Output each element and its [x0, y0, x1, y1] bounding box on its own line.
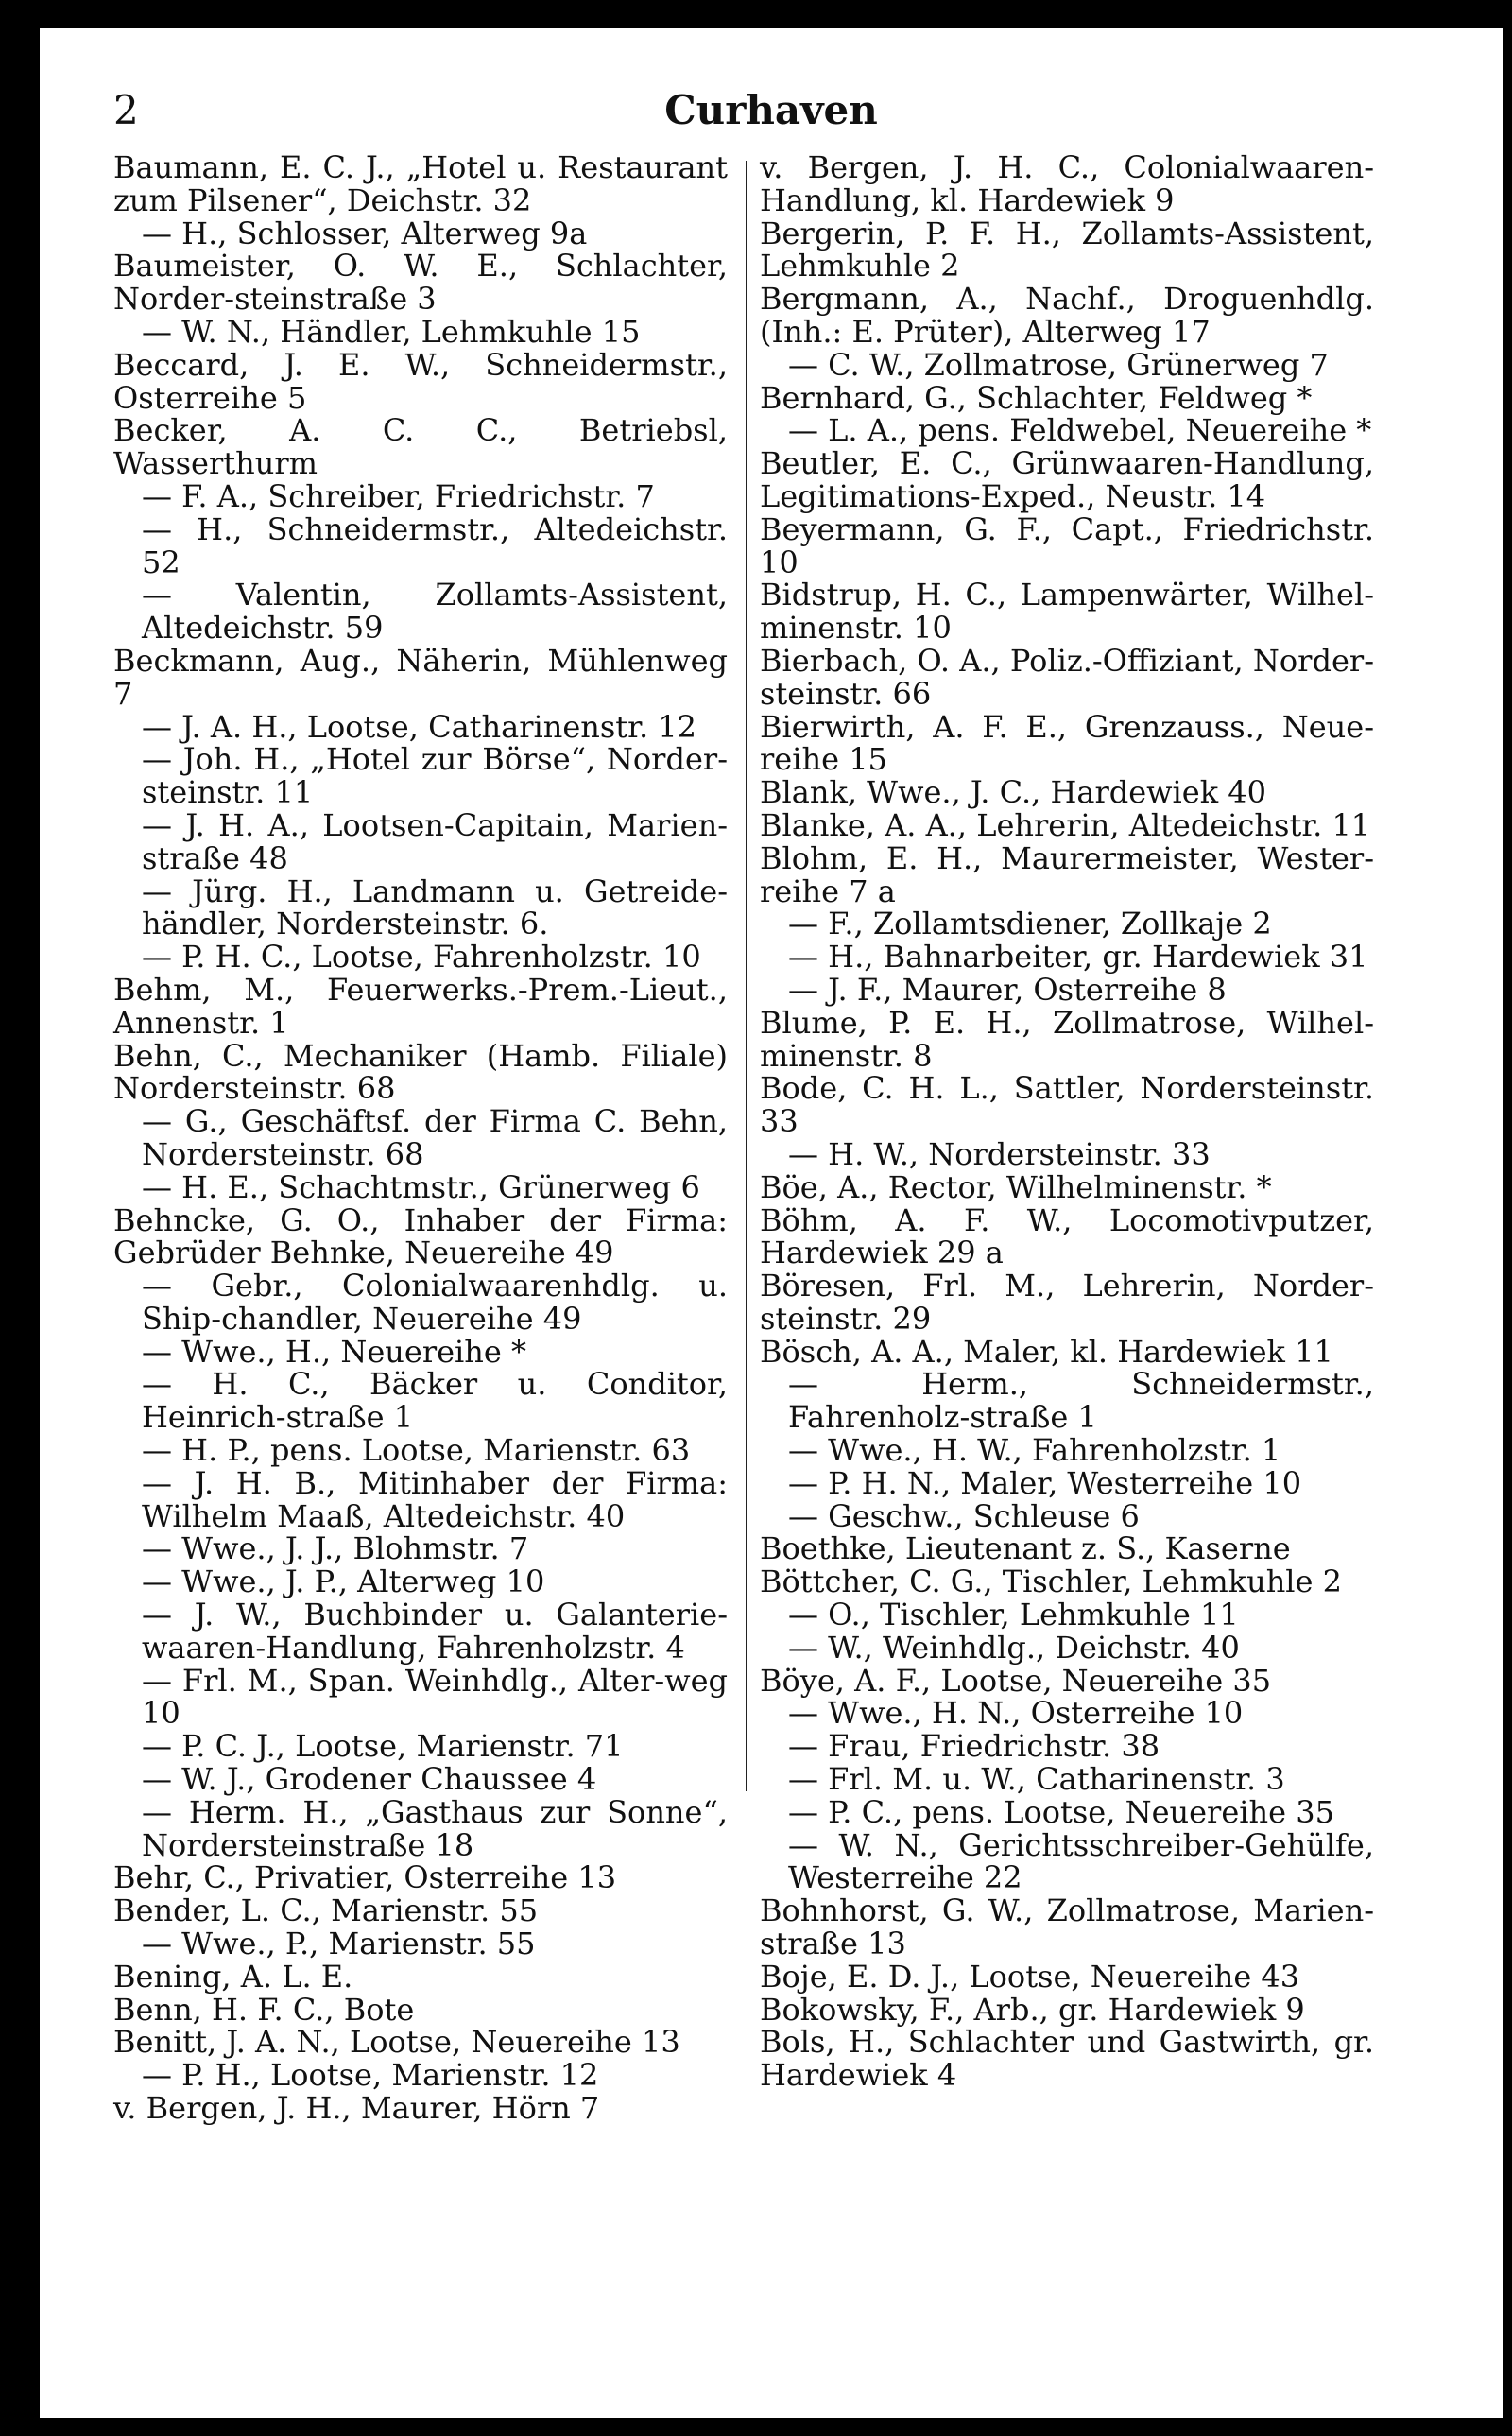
directory-entry: Böresen, Frl. M., Lehrerin, Norder-steinstr. 29	[760, 1268, 1374, 1337]
directory-entry: Benn, H. F. C., Bote	[113, 1991, 415, 2028]
directory-entry: Böhm, A. F. W., Locomotivputzer, Hardewiek 29 a	[760, 1201, 1374, 1271]
directory-entry: Blank, Wwe., J. C., Hardewiek 40	[760, 774, 1266, 811]
column-divider	[746, 161, 747, 1791]
directory-entry: — H. W., Nordersteinstr. 33	[788, 1135, 1211, 1172]
directory-entry: — W. N., Händler, Lehmkuhle 15	[142, 313, 641, 350]
directory-entry: Baumeister, O. W. E., Schlachter, Norder-steinstraße 3	[113, 248, 728, 318]
directory-entry: — Herm., Schneidermstr., Fahrenholz-straße 1	[788, 1366, 1374, 1436]
running-title: Curhaven	[664, 87, 878, 133]
directory-entry: — P. C., pens. Lootse, Neuereihe 35	[788, 1793, 1334, 1830]
directory-entry: v. Bergen, J. H. C., Colonialwaaren-Handlung, kl. Hardewiek 9	[760, 149, 1374, 218]
directory-entry: — H., Schlosser, Alterweg 9a	[142, 215, 588, 251]
directory-entry: — P. H., Lootse, Marienstr. 12	[142, 2057, 599, 2094]
directory-entry: Becker, A. C. C., Betriebsl, Wasserthurm	[113, 412, 728, 482]
directory-entry: — P. H. N., Maler, Westerreihe 10	[788, 1464, 1302, 1501]
directory-entry: Bernhard, G., Schlachter, Feldweg *	[760, 379, 1313, 416]
directory-entry: — Wwe., H., Neuereihe *	[142, 1333, 526, 1370]
directory-entry: Beckmann, Aug., Näherin, Mühlenweg 7	[113, 642, 728, 712]
directory-entry: Bode, C. H. L., Sattler, Nordersteinstr. 33	[760, 1070, 1374, 1140]
directory-entry: — Valentin, Zollamts-Assistent, Altedeichstr. 59	[142, 577, 728, 647]
directory-entry: Benitt, J. A. N., Lootse, Neuereihe 13	[113, 2024, 680, 2061]
directory-entry: Bergerin, P. F. H., Zollamts-Assistent, Lehmkuhle 2	[760, 215, 1374, 285]
directory-entry: — C. W., Zollmatrose, Grünerweg 7	[788, 346, 1329, 383]
directory-entry: — L. A., pens. Feldwebel, Neuereihe *	[788, 412, 1372, 449]
directory-entry: — W. J., Grodener Chaussee 4	[142, 1761, 597, 1798]
directory-page	[40, 28, 1503, 2418]
directory-entry: — J. A. H., Lootse, Catharinenstr. 12	[142, 708, 696, 745]
directory-entry: — Wwe., H. N., Osterreihe 10	[788, 1695, 1244, 1732]
directory-entry: Beccard, J. E. W., Schneidermstr., Osterreihe 5	[113, 346, 728, 416]
directory-entry: Bols, H., Schlachter und Gastwirth, gr. Hardewiek 4	[760, 2024, 1374, 2094]
directory-entry: v. Bergen, J. H., Maurer, Hörn 7	[113, 2090, 600, 2127]
directory-entry: Böe, A., Rector, Wilhelminenstr. *	[760, 1168, 1272, 1205]
left-column	[113, 151, 728, 2125]
directory-entry: — P. C. J., Lootse, Marienstr. 71	[142, 1728, 624, 1765]
directory-entry: Beyermann, G. F., Capt., Friedrichstr. 10	[760, 510, 1374, 580]
directory-entry: — F. A., Schreiber, Friedrichstr. 7	[142, 477, 655, 514]
directory-entry: Bokowsky, F., Arb., gr. Hardewiek 9	[760, 1991, 1305, 2028]
directory-entry: — Gebr., Colonialwaarenhdlg. u. Ship-chandler, Neuereihe 49	[142, 1268, 728, 1337]
directory-entry: Boje, E. D. J., Lootse, Neuereihe 43	[760, 1958, 1300, 1995]
directory-entry: Blanke, A. A., Lehrerin, Altedeichstr. 11	[760, 806, 1371, 843]
page-number: 2	[113, 87, 139, 133]
directory-entry: Behm, M., Feuerwerks.-Prem.-Lieut., Annenstr. 1	[113, 971, 728, 1041]
directory-entry: — F., Zollamtsdiener, Zollkaje 2	[788, 906, 1272, 942]
directory-entry: — H. C., Bäcker u. Conditor, Heinrich-straße 1	[142, 1366, 728, 1436]
directory-entry: — G., Geschäftsf. der Firma C. Behn, Nordersteinstr. 68	[142, 1103, 728, 1172]
directory-entry: — Wwe., J. P., Alterweg 10	[142, 1564, 545, 1600]
directory-entry: Behn, C., Mechaniker (Hamb. Filiale) Nordersteinstr. 68	[113, 1037, 728, 1107]
directory-entry: Bösch, A. A., Maler, kl. Hardewiek 11	[760, 1333, 1333, 1370]
directory-entry: Bohnhorst, G. W., Zollmatrose, Marien-straße 13	[760, 1892, 1374, 1962]
directory-entry: Baumann, E. C. J., „Hotel u. Restaurant zum Pilsener“, Deichstr. 32	[113, 149, 728, 218]
directory-entry: Behncke, G. O., Inhaber der Firma: Gebrüder Behnke, Neuereihe 49	[113, 1201, 728, 1271]
directory-entry: — H., Schneidermstr., Altedeichstr. 52	[142, 510, 728, 580]
directory-entry: — P. H. C., Lootse, Fahrenholzstr. 10	[142, 939, 701, 976]
directory-entry: — J. H. A., Lootsen-Capitain, Marien-straße 48	[142, 806, 728, 876]
directory-entry: Bierbach, O. A., Poliz.-Offiziant, Norder-steinstr. 66	[760, 642, 1374, 712]
directory-entry: — Frau, Friedrichstr. 38	[788, 1728, 1160, 1765]
right-column	[760, 151, 1374, 2092]
directory-entry: — H. E., Schachtmstr., Grünerweg 6	[142, 1168, 700, 1205]
directory-entry: — W. N., Gerichtsschreiber-Gehülfe, Westerreihe 22	[788, 1826, 1374, 1896]
directory-entry: Boethke, Lieutenant z. S., Kaserne	[760, 1530, 1291, 1567]
directory-entry: — Joh. H., „Hotel zur Börse“, Norder-steinstr. 11	[142, 741, 728, 811]
directory-entry: — O., Tischler, Lehmkuhle 11	[788, 1597, 1239, 1633]
directory-entry: Bierwirth, A. F. E., Grenzauss., Neue-reihe 15	[760, 708, 1374, 778]
directory-entry: — Wwe., P., Marienstr. 55	[142, 1926, 536, 1962]
directory-entry: Blohm, E. H., Maurermeister, Wester-reihe 7 a	[760, 839, 1374, 909]
directory-entry: Behr, C., Privatier, Osterreihe 13	[113, 1859, 617, 1896]
directory-entry: — Herm. H., „Gasthaus zur Sonne“, Nordersteinstraße 18	[142, 1793, 728, 1863]
directory-entry: — W., Weinhdlg., Deichstr. 40	[788, 1629, 1240, 1666]
directory-entry: — H. P., pens. Lootse, Marienstr. 63	[142, 1432, 691, 1469]
directory-entry: Bening, A. L. E.	[113, 1958, 353, 1995]
directory-entry: — Geschw., Schleuse 6	[788, 1497, 1140, 1534]
directory-entry: — J. F., Maurer, Osterreihe 8	[788, 971, 1227, 1008]
directory-entry: Böye, A. F., Lootse, Neuereihe 35	[760, 1662, 1272, 1699]
directory-entry: — H., Bahnarbeiter, gr. Hardewiek 31	[788, 939, 1368, 976]
directory-entry: — Jürg. H., Landmann u. Getreide-händler, Nordersteinstr. 6.	[142, 872, 728, 942]
directory-entry: — J. W., Buchbinder u. Galanterie-waaren-Handlung, Fahrenholzstr. 4	[142, 1597, 728, 1666]
directory-entry: — Frl. M., Span. Weinhdlg., Alter-weg 10	[142, 1662, 728, 1732]
directory-entry: — Wwe., H. W., Fahrenholzstr. 1	[788, 1432, 1281, 1469]
directory-entry: Bergmann, A., Nachf., Droguenhdlg. (Inh.: E. Prüter), Alterweg 17	[760, 281, 1374, 350]
directory-entry: Beutler, E. C., Grünwaaren-Handlung, Legitimations-Exped., Neustr. 14	[760, 445, 1374, 514]
directory-entry: — Wwe., J. J., Blohmstr. 7	[142, 1530, 529, 1567]
directory-entry: Bidstrup, H. C., Lampenwärter, Wilhel-minenstr. 10	[760, 577, 1374, 647]
directory-entry: Bender, L. C., Marienstr. 55	[113, 1892, 539, 1929]
page-header	[40, 87, 1503, 144]
directory-entry: — J. H. B., Mitinhaber der Firma: Wilhelm Maaß, Altedeichstr. 40	[142, 1464, 728, 1534]
directory-entry: Böttcher, C. G., Tischler, Lehmkuhle 2	[760, 1564, 1342, 1600]
directory-entry: Blume, P. E. H., Zollmatrose, Wilhel-minenstr. 8	[760, 1004, 1374, 1074]
directory-entry: — Frl. M. u. W., Catharinenstr. 3	[788, 1761, 1285, 1798]
